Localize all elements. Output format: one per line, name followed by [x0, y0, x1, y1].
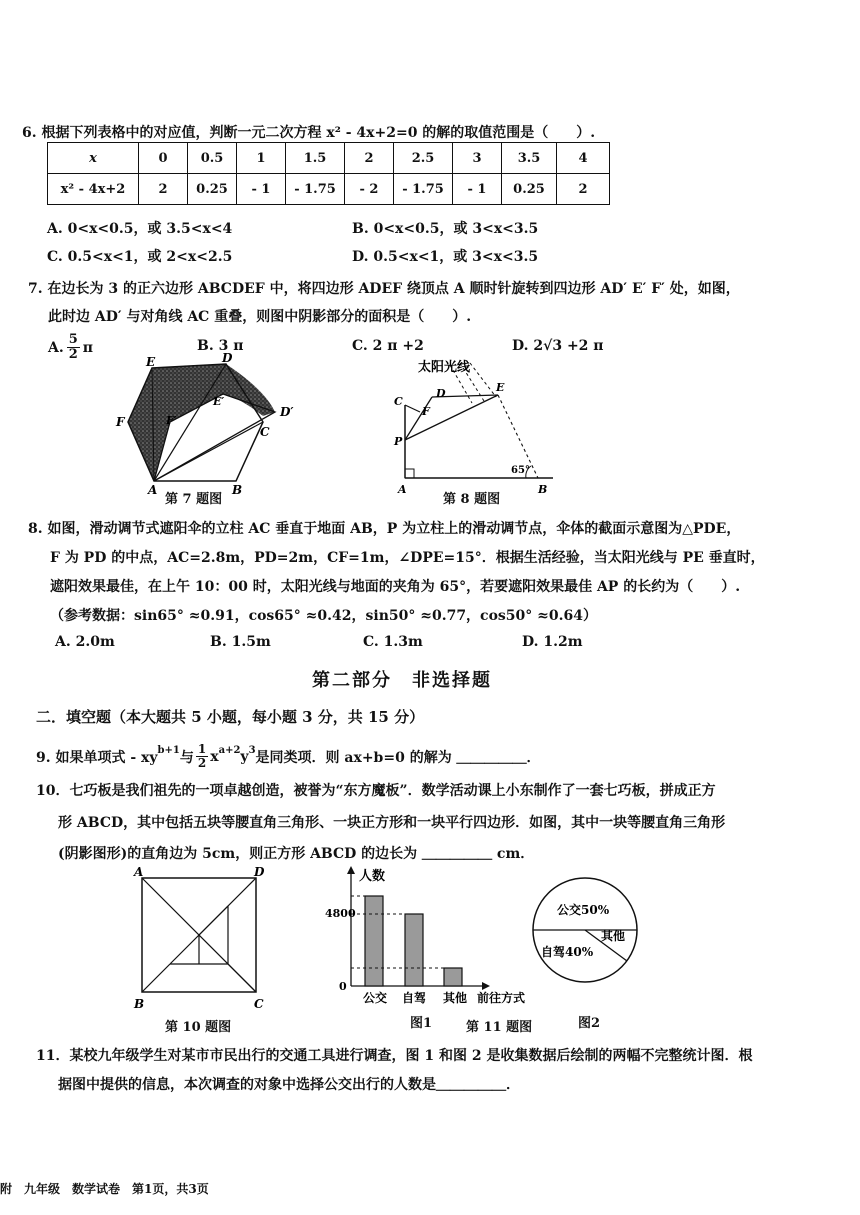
segment-cf	[405, 405, 420, 412]
label-e: E	[146, 355, 156, 369]
label-d: D	[222, 351, 233, 365]
q7-option-b: B. 3 π	[197, 338, 244, 354]
q8-reference-data: （参考数据：sin65° ≈0.91，cos65° ≈0.42，sin50° ≈0.77，cos50° ≈0.64）	[50, 608, 597, 624]
table-cell: 0.25	[502, 174, 557, 205]
fraction-numerator: 5	[68, 332, 78, 347]
q9-term-x: x	[210, 748, 219, 765]
fraction-numerator: 1	[197, 742, 207, 756]
q8-option-a: A. 2.0m	[55, 634, 115, 650]
q9-mid: 与	[179, 749, 194, 766]
table-cell: - 2	[345, 174, 394, 205]
tangram-line	[199, 906, 228, 935]
part-2-title: 第二部分 非选择题	[312, 670, 492, 691]
label-d: D	[436, 387, 446, 400]
q9-exponent-3: 3	[248, 745, 256, 756]
q9-prefix: 9. 如果单项式 - xy	[36, 749, 158, 766]
figure-11-pie-chart	[525, 870, 645, 990]
q9-fraction	[196, 743, 208, 770]
tangram-line	[142, 964, 170, 992]
figure-10-tangram	[130, 866, 275, 1016]
y-tick-0: 0	[339, 980, 347, 993]
q7-stem-line1: 7. 在边长为 3 的正六边形 ABCDEF 中，将四边形 ADEF 绕顶点 A 顺时针旋转到四边形 AD′ E′ F′ 处，如图，	[28, 281, 740, 297]
q7-option-d: D. 2√3 +2 π	[512, 338, 604, 354]
table-cell: - 1.75	[394, 174, 453, 205]
table-cell: 2.5	[394, 143, 453, 174]
table-cell: 0.5	[188, 143, 237, 174]
q7-option-a-prefix: A.	[48, 339, 64, 356]
label-e: E	[496, 381, 505, 394]
q8-stem-line2: F 为 PD 的中点，AC=2.8m，PD=2m，CF=1m，∠DPE=15°．根据生活经验，当太阳光线与 PE 垂直时，	[50, 550, 765, 566]
figure-10-caption: 第 10 题图	[165, 1020, 232, 1035]
table-cell: - 1	[237, 174, 286, 205]
q8-stem-line1: 8. 如图，滑动调节式遮阳伞的立柱 AC 垂直于地面 AB，P 为立柱上的滑动调节点，伞体的截面示意图为△PDE，	[28, 521, 741, 537]
table-row	[48, 174, 610, 205]
x-axis-label: 前往方式	[477, 991, 526, 1005]
table-cell: 2	[139, 174, 188, 205]
q10-stem-line2: 形 ABCD，其中包括五块等腰直角三角形、一块正方形和一块平行四边形．如图，其中一块等腰直角三角形	[58, 815, 726, 831]
sun-label: 太阳光线	[418, 360, 471, 375]
bar-1	[405, 914, 423, 986]
figure-8	[390, 355, 565, 495]
table-cell: 3	[453, 143, 502, 174]
page-footer: 附 九年级 数学试卷 第1页，共3页	[0, 1182, 209, 1196]
label-b: B	[232, 483, 243, 497]
pie-label-bus: 公交50%	[557, 903, 610, 917]
right-angle-mark	[405, 469, 414, 478]
fraction-denominator: 2	[68, 347, 78, 362]
y-axis-arrow	[347, 866, 355, 874]
label-a: A	[398, 483, 407, 495]
q8-option-d: D. 1.2m	[522, 634, 583, 650]
q8-option-b: B. 1.5m	[210, 634, 271, 650]
q7-stem-line2: 此时边 AD′ 与对角线 AC 重叠，则图中阴影部分的面积是（ ）.	[48, 309, 472, 325]
sun-ray-4	[470, 363, 496, 397]
table-row	[48, 143, 610, 174]
figure-11-fig2-caption: 图2	[578, 1016, 601, 1031]
bar-2	[444, 968, 462, 986]
q10-stem-line1: 10．七巧板是我们祖先的一项卓越创造，被誉为“东方魔板”．数学活动课上小东制作了一套七巧板，拼成正方	[36, 783, 716, 799]
q9-exponent-2: a+2	[218, 745, 241, 756]
label-a: A	[148, 483, 158, 497]
q11-stem-line2: 据图中提供的信息，本次调查的对象中选择公交出行的人数是＿＿＿＿＿．	[58, 1077, 520, 1093]
table-head-expr: x² - 4x+2	[48, 174, 139, 205]
q10-stem-line3: (阴影图形)的直角边为 5cm，则正方形 ABCD 的边长为 ＿＿＿＿＿ cm．	[58, 846, 535, 862]
table-cell: 4	[557, 143, 610, 174]
table-cell: 2	[557, 174, 610, 205]
label-b: B	[538, 483, 548, 495]
q6-option-a: A. 0<x<0.5，或 3.5<x<4	[47, 221, 233, 237]
tangram-line	[228, 964, 256, 992]
q6-stem: 6. 根据下列表格中的对应值，判断一元二次方程 x² - 4x+2=0 的解的取值范围是（ ）.	[22, 125, 596, 141]
q7-option-a-pi: π	[82, 339, 94, 356]
label-f: F	[116, 415, 125, 429]
x-axis-arrow	[482, 982, 490, 990]
q8-stem-line3: 遮阳效果最佳，在上午 10：00 时，太阳光线与地面的夹角为 65°，若要遮阳效果最佳 AP 的长约为（ ）.	[50, 579, 741, 595]
q6-option-b: B. 0<x<0.5，或 3<x<3.5	[352, 221, 539, 237]
x-tick-bus: 公交	[363, 991, 388, 1005]
q9-term-y: y	[240, 748, 249, 765]
section-2-heading: 二．填空题（本大题共 5 小题，每小题 3 分，共 15 分）	[36, 708, 425, 726]
label-c: C	[260, 425, 270, 439]
shaded-region	[128, 364, 275, 481]
q6-option-c: C. 0.5<x<1，或 2<x<2.5	[47, 249, 233, 265]
q6-value-table	[47, 142, 610, 205]
q11-stem-line1: 11．某校九年级学生对某市市民出行的交通工具进行调查，图 1 和图 2 是收集数据后绘制的两幅不完整统计图．根	[36, 1048, 753, 1064]
figure-7-caption: 第 7 题图	[165, 492, 223, 507]
table-head-x: x	[48, 143, 139, 174]
figure-11-bar-chart	[325, 862, 550, 1012]
label-c: C	[254, 997, 264, 1011]
y-axis-label: 人数	[359, 869, 386, 884]
label-b: B	[134, 997, 145, 1011]
q6-option-d: D. 0.5<x<1，或 3<x<3.5	[352, 249, 539, 265]
x-tick-other: 其他	[443, 991, 468, 1005]
fraction-denominator: 2	[197, 756, 207, 770]
table-cell: - 1	[453, 174, 502, 205]
table-cell: 3.5	[502, 143, 557, 174]
label-d-prime: D′	[280, 405, 294, 419]
figure-7	[110, 350, 310, 510]
label-c: C	[394, 395, 403, 408]
table-cell: 0.25	[188, 174, 237, 205]
bar-0	[365, 896, 383, 986]
angle-label: 65°	[511, 465, 530, 476]
y-tick-4800: 4800	[325, 907, 356, 920]
label-d: D	[254, 866, 265, 879]
figure-11-fig1-caption: 图1	[410, 1016, 433, 1031]
label-a: A	[134, 866, 144, 879]
bars-group	[351, 896, 462, 986]
figure-8-caption: 第 8 题图	[443, 492, 501, 507]
pie-label-self-drive: 自驾40%	[541, 945, 594, 959]
q8-option-c: C. 1.3m	[363, 634, 423, 650]
pie-label-other: 其他	[601, 929, 626, 943]
q7-option-c: C. 2 π +2	[352, 338, 424, 354]
diagonal-ac	[154, 422, 263, 481]
q7-option-a	[48, 333, 93, 362]
table-cell: 2	[345, 143, 394, 174]
label-p: P	[394, 435, 403, 448]
label-e-prime: E′	[213, 395, 225, 408]
table-cell: 1	[237, 143, 286, 174]
q9-suffix: 是同类项．则 ax+b=0 的解为 ＿＿＿＿＿．	[255, 749, 541, 766]
q9-exponent-1: b+1	[157, 745, 180, 756]
table-cell: 0	[139, 143, 188, 174]
table-cell: 1.5	[286, 143, 345, 174]
q7-option-a-fraction	[67, 333, 80, 362]
label-f: F	[422, 405, 430, 418]
q9-stem	[36, 743, 541, 770]
table-cell: - 1.75	[286, 174, 345, 205]
x-tick-self-drive: 自驾	[402, 991, 427, 1005]
label-f-prime: F′	[166, 414, 177, 427]
figure-11-caption: 第 11 题图	[466, 1020, 533, 1035]
